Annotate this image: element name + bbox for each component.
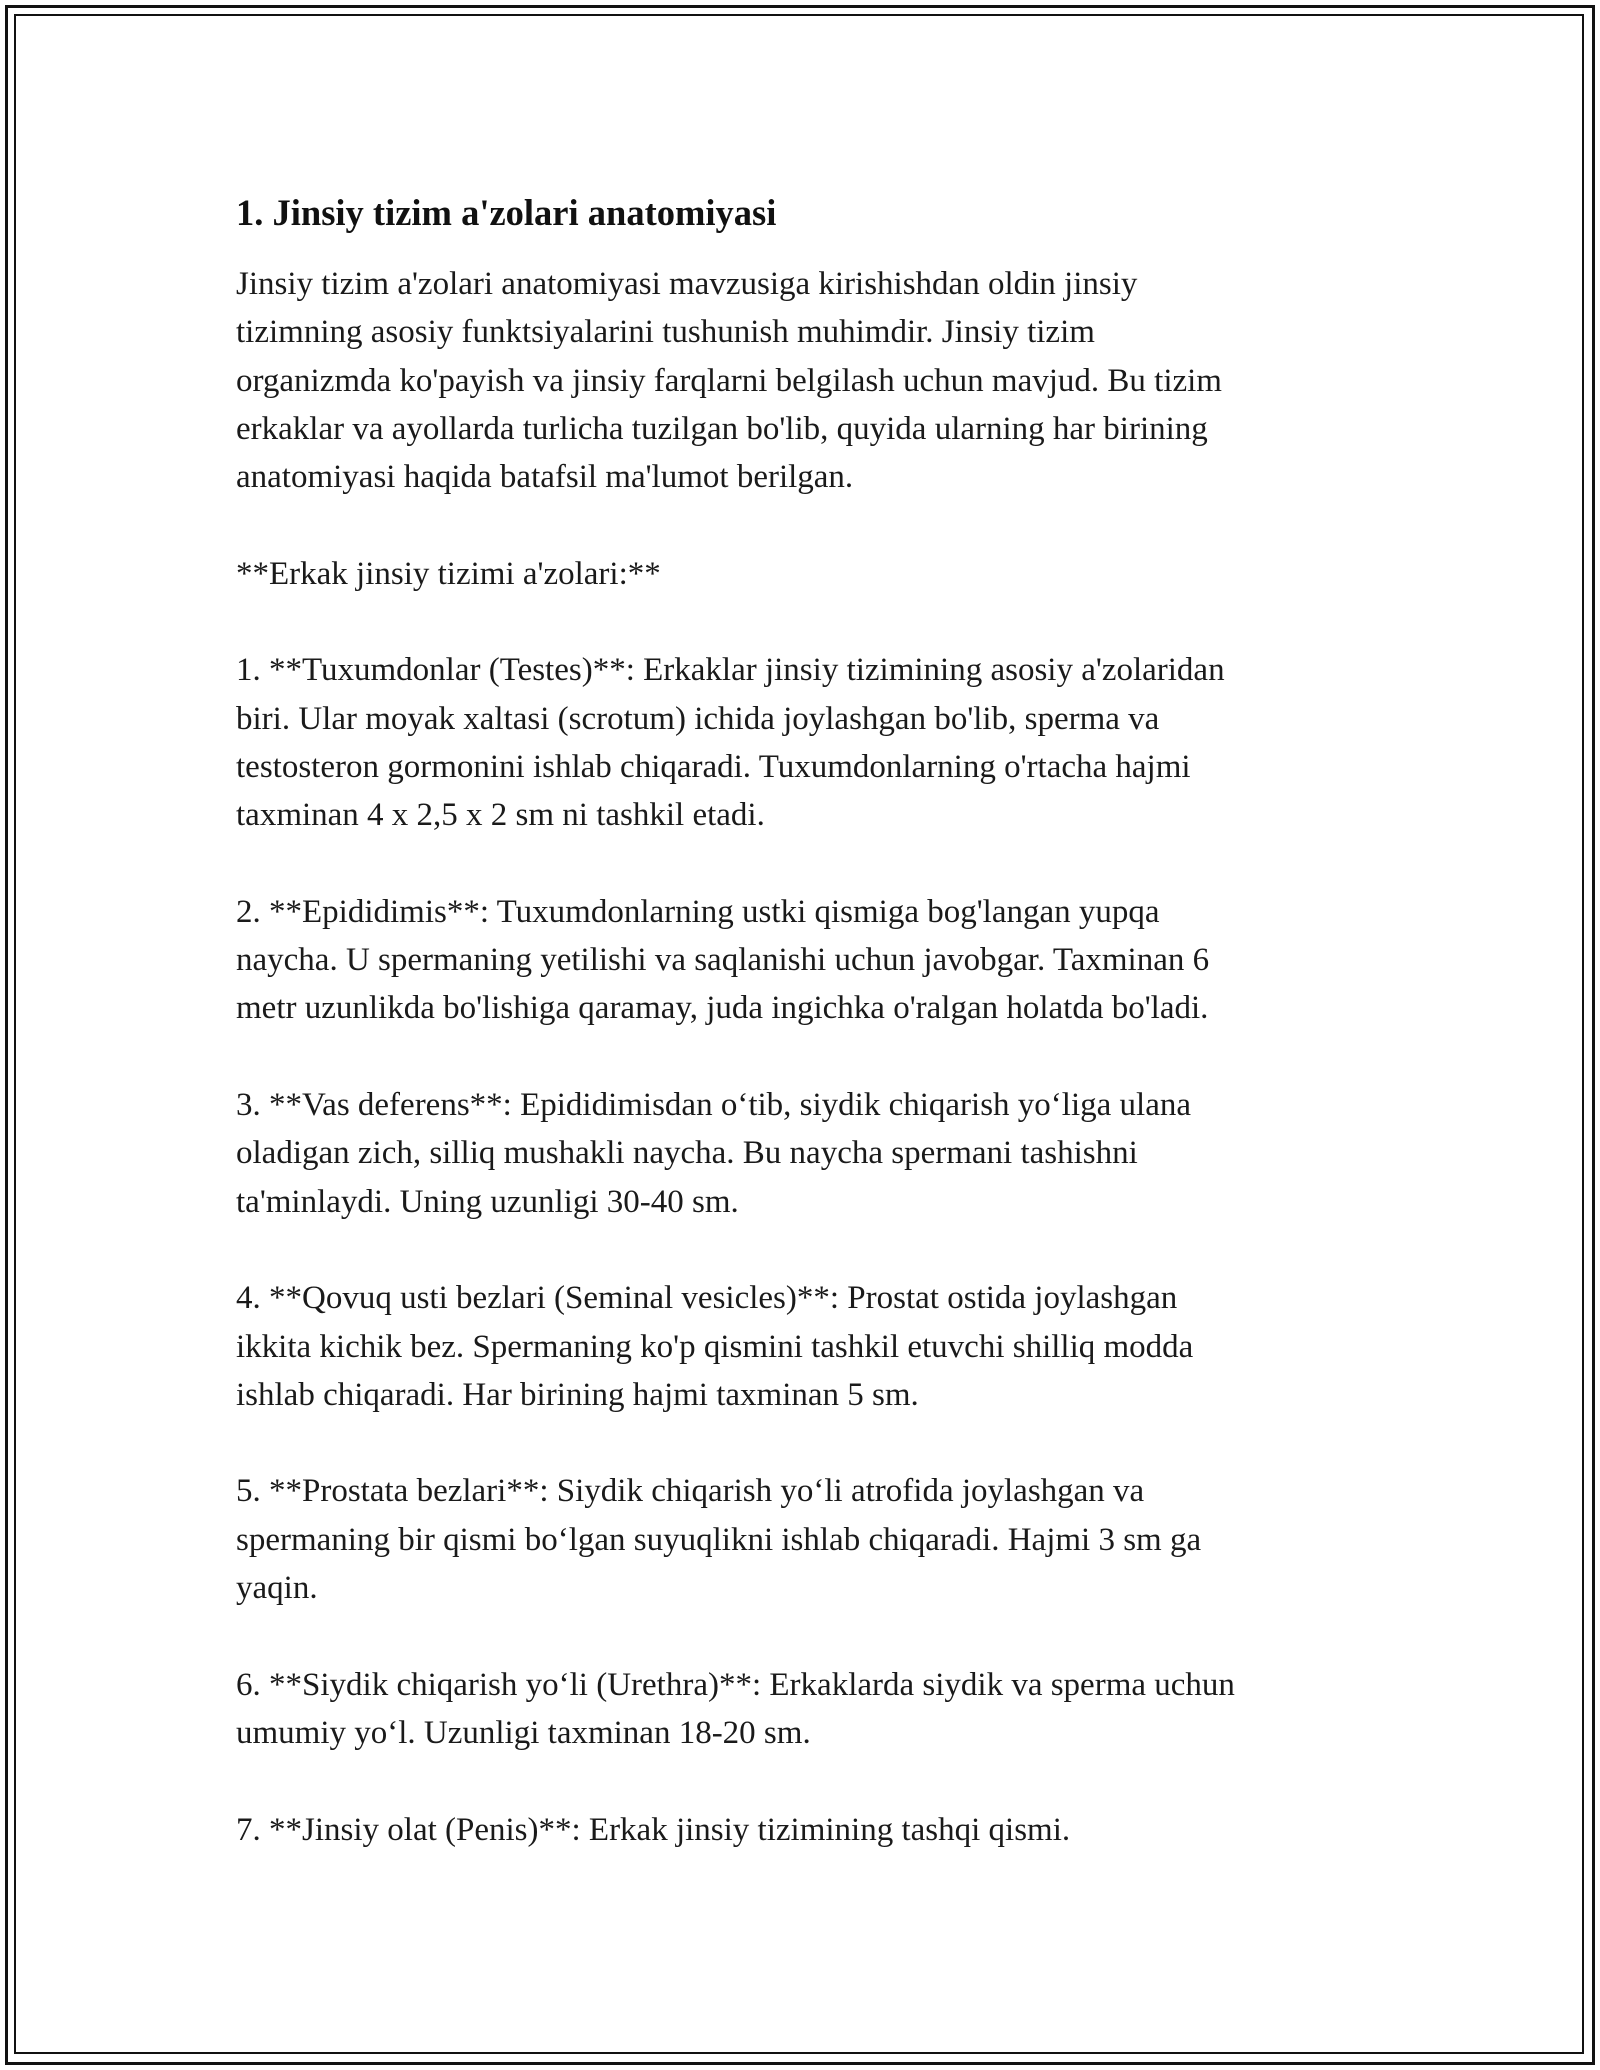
- list-item-line: 6. **Siydik chiqarish yo‘li (Urethra)**: Erkaklarda siydik va sperma uchun: [236, 1666, 1235, 1703]
- list-item: [236, 888, 1366, 1033]
- list-item: [236, 1467, 1366, 1612]
- list-item-line: yaqin.: [236, 1570, 318, 1607]
- document-body: [236, 188, 1366, 1854]
- list-item: [236, 1661, 1366, 1758]
- intro-line: Jinsiy tizim a'zolari anatomiyasi mavzusiga kirishishdan oldin jinsiy: [236, 266, 1138, 302]
- list-item-line: ikkita kichik bez. Spermaning ko'p qismini tashkil etuvchi shilliq modda: [236, 1328, 1194, 1365]
- list-item-line: 1. **Tuxumdonlar (Testes)**: Erkaklar jinsiy tizimining asosiy a'zolaridan: [236, 652, 1225, 689]
- list-item-line: 4. **Qovuq usti bezlari (Seminal vesicles)**: Prostat ostida joylashgan: [236, 1280, 1178, 1317]
- intro-paragraph: [236, 260, 1366, 501]
- section-title: [236, 550, 1366, 598]
- list-item: [236, 1806, 1366, 1854]
- list-item: [236, 646, 1366, 839]
- intro-line: anatomiyasi haqida batafsil ma'lumot berilgan.: [236, 459, 854, 496]
- list-item-line: taxminan 4 x 2,5 x 2 sm ni tashkil etadi.: [236, 797, 765, 834]
- list-item-line: 7. **Jinsiy olat (Penis)**: Erkak jinsiy tizimining tashqi qismi.: [236, 1811, 1071, 1848]
- list-item-line: testosteron gormonini ishlab chiqaradi. Tuxumdonlarning o'rtacha hajmi: [236, 748, 1191, 785]
- intro-line: tizimning asosiy funktsiyalarini tushunish muhimdir. Jinsiy tizim: [236, 314, 1095, 351]
- list-item-line: 2. **Epididimis**: Tuxumdonlarning ustki qismiga bog'langan yupqa: [236, 893, 1160, 930]
- list-item-line: ishlab chiqaradi. Har birining hajmi taxminan 5 sm.: [236, 1376, 919, 1413]
- list-item-line: ta'minlaydi. Uning uzunligi 30-40 sm.: [236, 1183, 739, 1220]
- list-item-line: umumiy yo‘l. Uzunligi taxminan 18-20 sm.: [236, 1714, 811, 1751]
- list-item: [236, 1081, 1366, 1226]
- section-title-text: **Erkak jinsiy tizimi a'zolari:**: [236, 555, 661, 592]
- list-item-line: 3. **Vas deferens**: Epididimisdan o‘tib, siydik chiqarish yo‘liga ulana: [236, 1087, 1191, 1124]
- list-item-line: spermaning bir qismi bo‘lgan suyuqlikni ishlab chiqaradi. Hajmi 3 sm ga: [236, 1521, 1202, 1558]
- page-title: 1. Jinsiy tizim a'zolari anatomiyasi: [236, 192, 777, 233]
- list-item-line: naycha. U spermaning yetilishi va saqlanishi uchun javobgar. Taxminan 6: [236, 942, 1210, 979]
- intro-line: erkaklar va ayollarda turlicha tuzilgan bo'lib, quyida ularning har birining: [236, 410, 1208, 447]
- list-item-line: biri. Ular moyak xaltasi (scrotum) ichida joylashgan bo'lib, sperma va: [236, 700, 1160, 737]
- list-item: [236, 1274, 1366, 1419]
- list-item-line: 5. **Prostata bezlari**: Siydik chiqarish yo‘li atrofida joylashgan va: [236, 1473, 1145, 1510]
- list-item-line: metr uzunlikda bo'lishiga qaramay, juda ingichka o'ralgan holatda bo'ladi.: [236, 990, 1209, 1027]
- list-item-line: oladigan zich, silliq mushakli naycha. Bu naycha spermani tashishni: [236, 1135, 1138, 1172]
- intro-line: organizmda ko'payish va jinsiy farqlarni belgilash uchun mavjud. Bu tizim: [236, 362, 1222, 399]
